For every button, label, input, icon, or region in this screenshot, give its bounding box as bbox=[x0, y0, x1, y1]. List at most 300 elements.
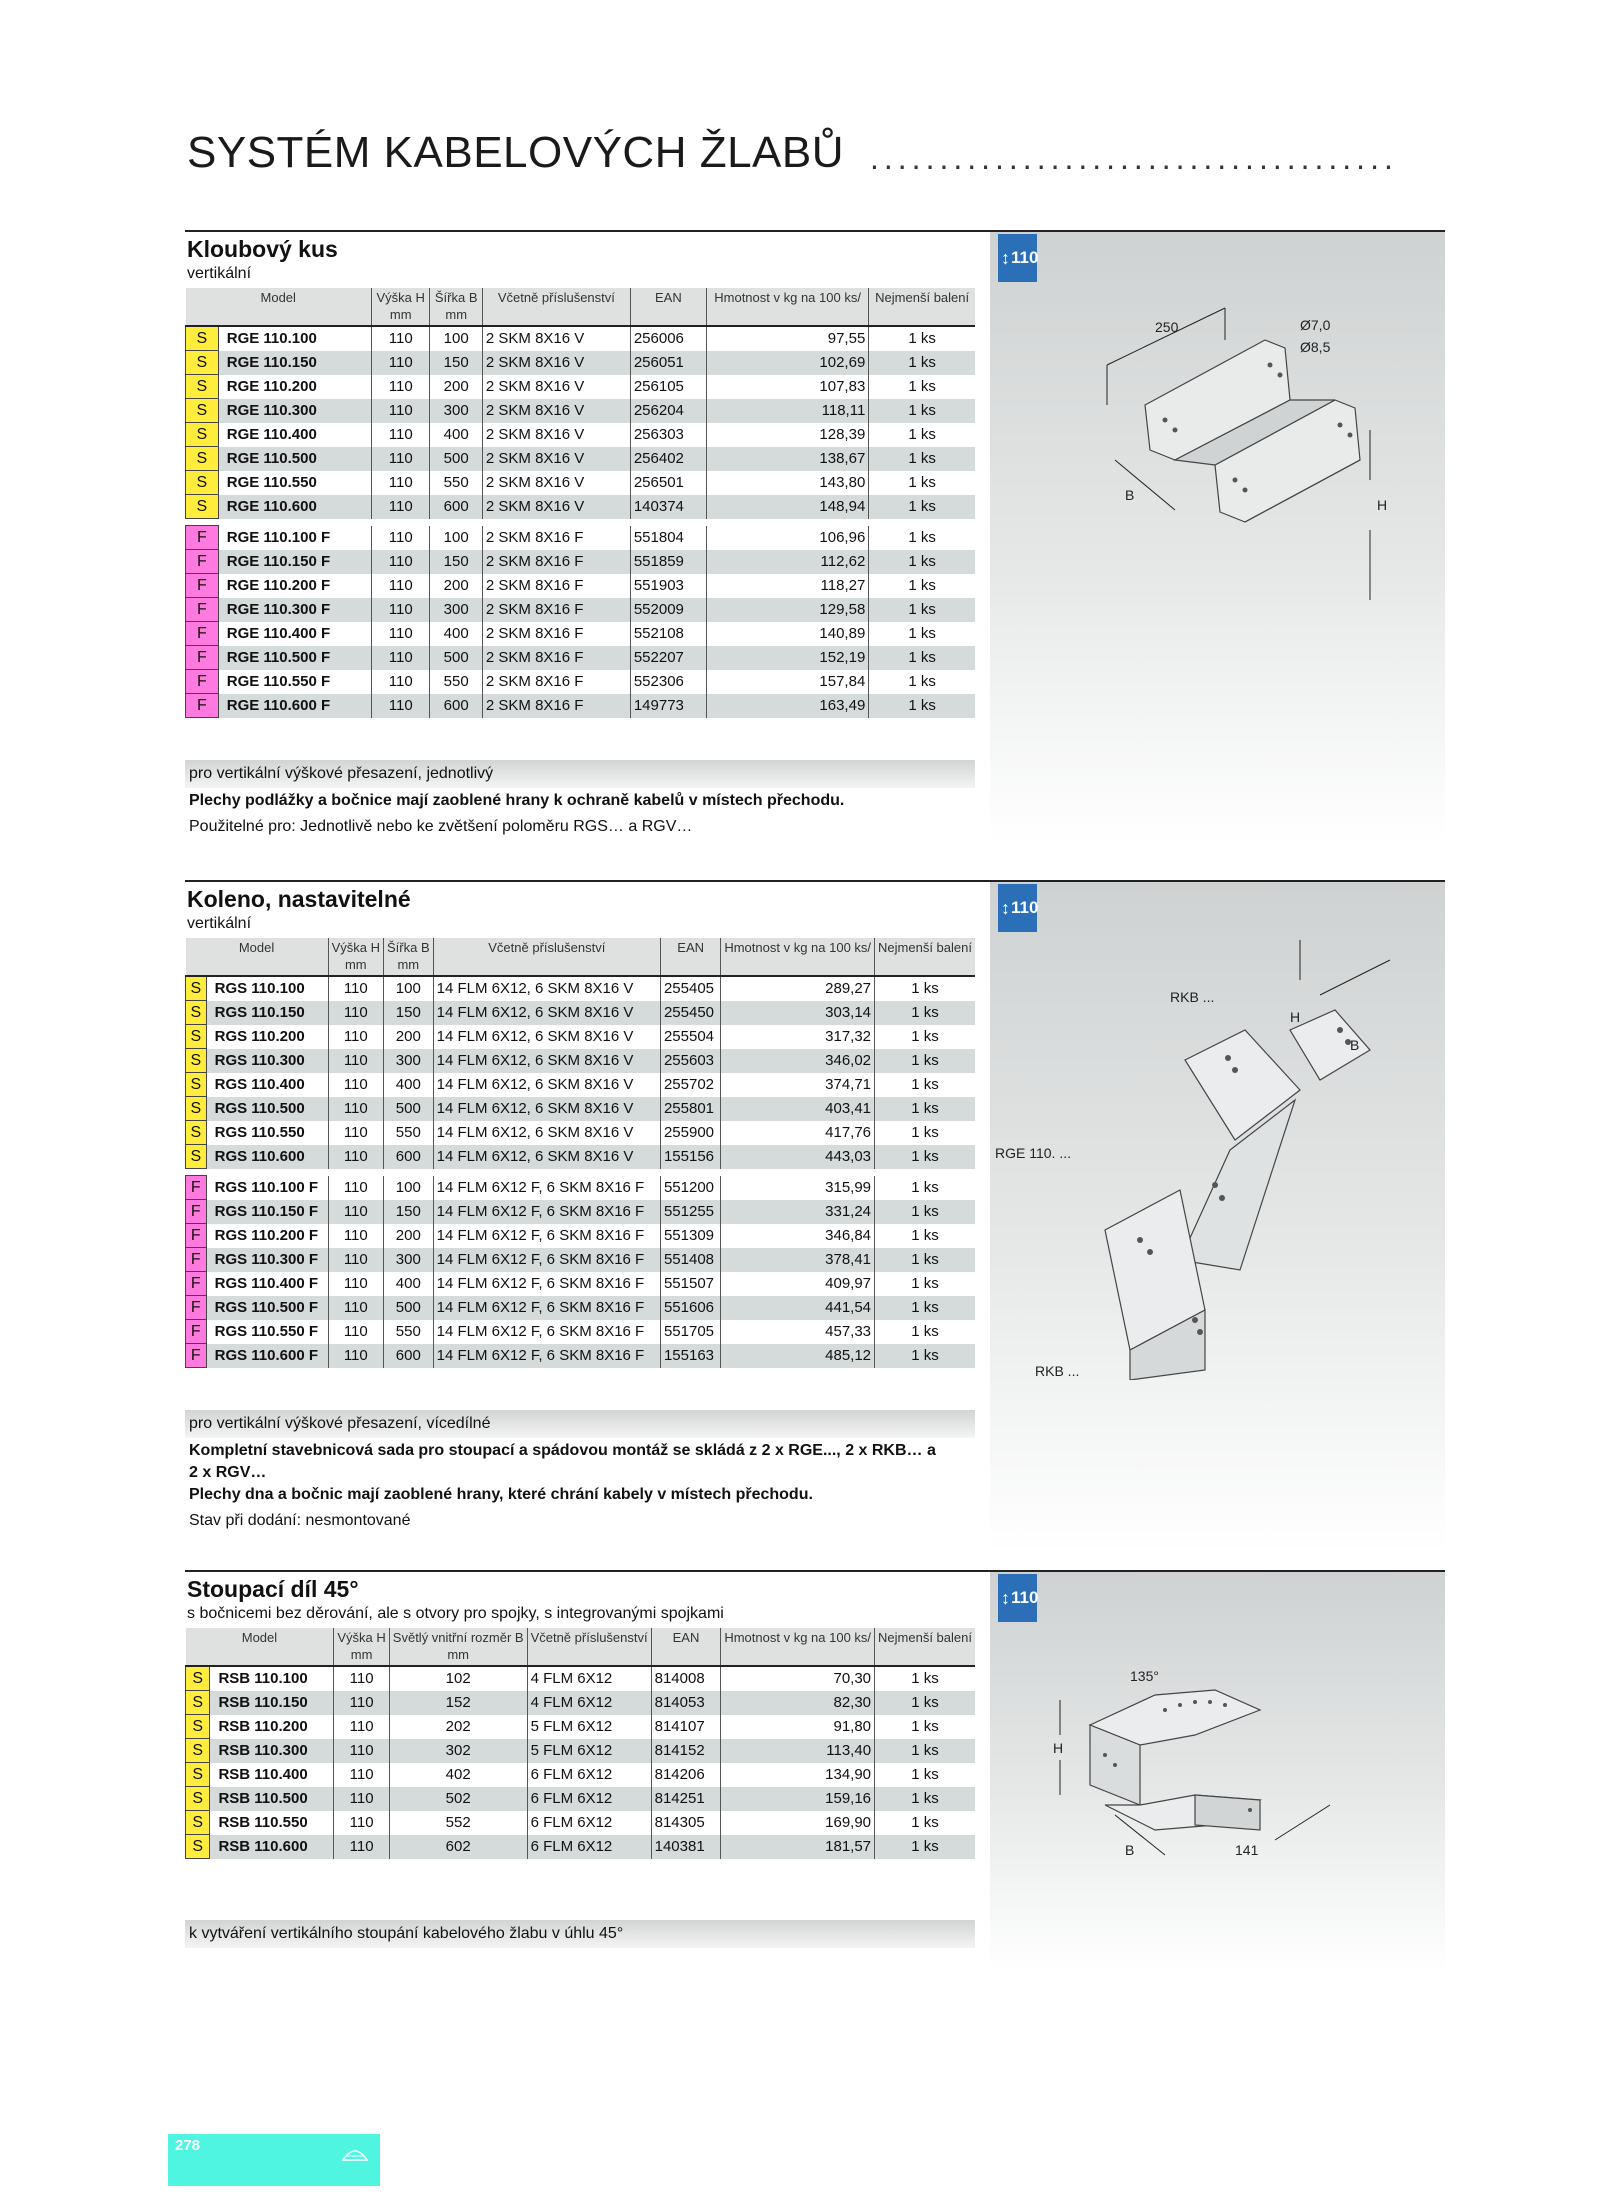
unit-label: mm bbox=[389, 1645, 527, 1666]
width-value: 550 bbox=[430, 471, 482, 495]
width-value: 100 bbox=[384, 976, 434, 1001]
min-package: 1 ks bbox=[869, 399, 975, 423]
min-package: 1 ks bbox=[875, 1272, 975, 1296]
weight-value: 346,02 bbox=[721, 1049, 875, 1073]
note-bold-2: Plechy dna a bočnic mají zaoblené hrany, které chrání kabely v místech přechodu. bbox=[189, 1486, 813, 1503]
dim-length: 250 bbox=[1155, 319, 1179, 335]
width-value: 202 bbox=[389, 1715, 527, 1739]
table-row bbox=[186, 670, 976, 694]
model-name: RGS 110.200 bbox=[214, 1027, 305, 1045]
min-package: 1 ks bbox=[869, 351, 975, 375]
accessories: 2 SKM 8X16 V bbox=[482, 495, 630, 519]
model-name: RGS 110.300 F bbox=[206, 1248, 328, 1272]
column-header: Model bbox=[186, 1628, 334, 1645]
min-package: 1 ks bbox=[875, 1097, 975, 1121]
table-row bbox=[186, 471, 976, 495]
accessories: 14 FLM 6X12 F, 6 SKM 8X16 F bbox=[433, 1344, 660, 1368]
ean-code: 814053 bbox=[651, 1691, 721, 1715]
weight-value: 97,55 bbox=[706, 326, 868, 351]
width-value: 300 bbox=[430, 598, 482, 622]
width-value: 300 bbox=[384, 1248, 434, 1272]
label-rkb-top: RKB ... bbox=[1170, 989, 1215, 1005]
width-value: 550 bbox=[430, 670, 482, 694]
finish-code: S bbox=[186, 1097, 207, 1121]
weight-value: 134,90 bbox=[721, 1763, 875, 1787]
table-row bbox=[186, 598, 976, 622]
finish-code: S bbox=[186, 1001, 207, 1025]
column-header: Nejmenší balení bbox=[875, 938, 975, 955]
dim-height: H bbox=[1290, 1009, 1301, 1025]
model-name: RGE 110.100 F bbox=[226, 528, 331, 546]
note-bold: Plechy podlážky a bočnice mají zaoblené hrany k ochraně kabelů v místech přechodu. bbox=[189, 792, 845, 809]
height-value: 110 bbox=[371, 423, 430, 447]
model-name: RSB 110.500 bbox=[210, 1787, 334, 1811]
ean-code: 551859 bbox=[630, 550, 706, 574]
weight-value: 106,96 bbox=[706, 526, 868, 550]
width-value: 100 bbox=[430, 326, 482, 351]
weight-value: 91,80 bbox=[721, 1715, 875, 1739]
weight-value: 152,19 bbox=[706, 646, 868, 670]
width-value: 100 bbox=[430, 526, 482, 550]
finish-code: S bbox=[186, 1811, 210, 1835]
height-value: 110 bbox=[334, 1715, 389, 1739]
section-kloubovy-kus bbox=[185, 230, 1445, 850]
table-row bbox=[186, 1176, 976, 1200]
ean-code: 551606 bbox=[660, 1296, 720, 1320]
model-name: RGS 110.400 F bbox=[214, 1274, 319, 1292]
width-value: 550 bbox=[384, 1121, 434, 1145]
model-name: RSB 110.550 bbox=[218, 1813, 308, 1831]
min-package: 1 ks bbox=[869, 550, 975, 574]
table-row bbox=[186, 1666, 976, 1691]
model-name: RGE 110.600 bbox=[218, 495, 371, 519]
ean-code: 255702 bbox=[660, 1073, 720, 1097]
model-name: RGE 110.200 F bbox=[226, 576, 331, 594]
accessories: 2 SKM 8X16 V bbox=[482, 447, 630, 471]
ean-code: 255900 bbox=[660, 1121, 720, 1145]
finish-code: F bbox=[186, 598, 219, 622]
note-usage: Použitelné pro: Jednotlivě nebo ke zvětšení poloměru RGS… a RGV… bbox=[189, 818, 693, 835]
table-row bbox=[186, 1145, 976, 1169]
column-header: Výška H bbox=[371, 288, 430, 305]
min-package: 1 ks bbox=[875, 1176, 975, 1200]
height-arrow-icon: ↕ bbox=[1001, 1588, 1010, 1608]
min-package: 1 ks bbox=[875, 1320, 975, 1344]
ean-code: 255504 bbox=[660, 1025, 720, 1049]
column-header: Model bbox=[186, 288, 372, 305]
finish-code: S bbox=[186, 471, 219, 495]
height-value: 110 bbox=[334, 1739, 389, 1763]
weight-value: 441,54 bbox=[721, 1296, 875, 1320]
dim-width: B bbox=[1125, 487, 1135, 503]
table-row bbox=[186, 550, 976, 574]
height-value: 110 bbox=[334, 1666, 389, 1691]
model-name: RGE 110.400 bbox=[226, 425, 317, 443]
width-value: 152 bbox=[389, 1691, 527, 1715]
table-row bbox=[186, 1691, 976, 1715]
height-value: 110 bbox=[371, 375, 430, 399]
finish-code: S bbox=[186, 399, 219, 423]
weight-value: 70,30 bbox=[721, 1666, 875, 1691]
min-package: 1 ks bbox=[875, 1121, 975, 1145]
accessories: 6 FLM 6X12 bbox=[527, 1787, 651, 1811]
model-name: RSB 110.600 bbox=[210, 1835, 334, 1859]
min-package: 1 ks bbox=[869, 526, 975, 550]
weight-value: 374,71 bbox=[721, 1073, 875, 1097]
width-value: 502 bbox=[389, 1787, 527, 1811]
height-value: 110 bbox=[334, 1691, 389, 1715]
ean-code: 814152 bbox=[651, 1739, 721, 1763]
height-value: 110 bbox=[328, 1272, 383, 1296]
height-value: 110 bbox=[328, 1025, 383, 1049]
table-row bbox=[186, 1097, 976, 1121]
column-header: EAN bbox=[651, 1628, 721, 1645]
finish-code: S bbox=[186, 447, 219, 471]
weight-value: 107,83 bbox=[706, 375, 868, 399]
weight-value: 403,41 bbox=[721, 1097, 875, 1121]
ean-code: 256051 bbox=[630, 351, 706, 375]
ean-code: 256501 bbox=[630, 471, 706, 495]
ean-code: 255405 bbox=[660, 976, 720, 1001]
table-row bbox=[186, 1763, 976, 1787]
ean-code: 255801 bbox=[660, 1097, 720, 1121]
table-row bbox=[186, 351, 976, 375]
table-row bbox=[186, 1320, 976, 1344]
ean-code: 552009 bbox=[630, 598, 706, 622]
unit-label: mm bbox=[384, 955, 434, 976]
table-row bbox=[186, 1811, 976, 1835]
width-value: 400 bbox=[384, 1073, 434, 1097]
min-package: 1 ks bbox=[869, 622, 975, 646]
ean-code: 814206 bbox=[651, 1763, 721, 1787]
finish-code: F bbox=[186, 622, 219, 646]
brand-logo-icon bbox=[340, 2140, 370, 2166]
label-rkb-bottom: RKB ... bbox=[1035, 1363, 1080, 1379]
model-name: RGE 110.300 F bbox=[218, 598, 371, 622]
column-header: Včetně příslušenství bbox=[482, 288, 630, 305]
min-package: 1 ks bbox=[875, 1049, 975, 1073]
weight-value: 143,80 bbox=[706, 471, 868, 495]
model-name: RGE 110.100 bbox=[226, 329, 317, 347]
weight-value: 148,94 bbox=[706, 495, 868, 519]
accessories: 14 FLM 6X12, 6 SKM 8X16 V bbox=[433, 976, 660, 1001]
width-value: 400 bbox=[430, 622, 482, 646]
model-name: RGE 110.550 bbox=[226, 473, 317, 491]
accessories: 4 FLM 6X12 bbox=[527, 1691, 651, 1715]
accessories: 14 FLM 6X12, 6 SKM 8X16 V bbox=[433, 1097, 660, 1121]
accessories: 2 SKM 8X16 F bbox=[482, 550, 630, 574]
kloubovy-kus-drawing bbox=[1055, 290, 1415, 600]
width-value: 500 bbox=[384, 1097, 434, 1121]
finish-code: F bbox=[186, 1320, 207, 1344]
table-row bbox=[186, 1200, 976, 1224]
section-subtitle: s bočnicemi bez děrování, ale s otvory pro spojky, s integrovanými spojkami bbox=[187, 1605, 724, 1622]
table-row bbox=[186, 1049, 976, 1073]
width-value: 102 bbox=[389, 1666, 527, 1691]
model-name: RGS 110.600 bbox=[206, 1145, 328, 1169]
model-name: RSB 110.300 bbox=[210, 1739, 334, 1763]
dim-hole-small: Ø7,0 bbox=[1300, 317, 1331, 333]
accessories: 6 FLM 6X12 bbox=[527, 1763, 651, 1787]
accessories: 14 FLM 6X12 F, 6 SKM 8X16 F bbox=[433, 1200, 660, 1224]
column-header: Výška H bbox=[328, 938, 383, 955]
product-table bbox=[185, 288, 975, 718]
accessories: 2 SKM 8X16 V bbox=[482, 351, 630, 375]
height-value: 110 bbox=[328, 1200, 383, 1224]
model-name: RGS 110.150 bbox=[206, 1001, 328, 1025]
width-value: 300 bbox=[384, 1049, 434, 1073]
accessories: 2 SKM 8X16 F bbox=[482, 694, 630, 718]
accessories: 2 SKM 8X16 V bbox=[482, 326, 630, 351]
height-value: 110 bbox=[371, 351, 430, 375]
weight-value: 102,69 bbox=[706, 351, 868, 375]
accessories: 5 FLM 6X12 bbox=[527, 1715, 651, 1739]
accessories: 14 FLM 6X12 F, 6 SKM 8X16 F bbox=[433, 1296, 660, 1320]
width-value: 150 bbox=[384, 1001, 434, 1025]
finish-code: S bbox=[186, 326, 219, 351]
model-name: RSB 110.100 bbox=[218, 1669, 308, 1687]
accessories: 2 SKM 8X16 F bbox=[482, 622, 630, 646]
width-value: 552 bbox=[389, 1811, 527, 1835]
table-row bbox=[186, 1001, 976, 1025]
model-name: RGS 110.600 F bbox=[206, 1344, 328, 1368]
finish-code: F bbox=[186, 646, 219, 670]
height-value: 110 bbox=[328, 1320, 383, 1344]
weight-value: 163,49 bbox=[706, 694, 868, 718]
weight-value: 118,27 bbox=[706, 574, 868, 598]
ean-code: 155156 bbox=[660, 1145, 720, 1169]
width-value: 500 bbox=[384, 1296, 434, 1320]
min-package: 1 ks bbox=[875, 1787, 975, 1811]
note-bold: Kompletní stavebnicová sada pro stoupací a spádovou montáž se skládá z 2 x RGE..., 2 x RKB… a 2 x RGV… bbox=[189, 1442, 936, 1481]
finish-code: S bbox=[186, 1763, 210, 1787]
height-value: 110 bbox=[371, 598, 430, 622]
section-subtitle: vertikální bbox=[187, 915, 252, 932]
accessories: 14 FLM 6X12 F, 6 SKM 8X16 F bbox=[433, 1224, 660, 1248]
column-header: EAN bbox=[630, 288, 706, 305]
finish-code: S bbox=[186, 1835, 210, 1859]
product-table bbox=[185, 1628, 975, 1859]
model-name: RGS 110.100 F bbox=[214, 1178, 319, 1196]
model-name: RGS 110.500 bbox=[206, 1097, 328, 1121]
dim-width: B bbox=[1125, 1842, 1135, 1858]
weight-value: 118,11 bbox=[706, 399, 868, 423]
finish-code: S bbox=[186, 1715, 210, 1739]
table-row bbox=[186, 622, 976, 646]
finish-code: S bbox=[186, 423, 219, 447]
width-value: 200 bbox=[384, 1224, 434, 1248]
table-row bbox=[186, 423, 976, 447]
min-package: 1 ks bbox=[875, 1763, 975, 1787]
min-package: 1 ks bbox=[875, 1835, 975, 1859]
width-value: 600 bbox=[384, 1145, 434, 1169]
height-arrow-icon: ↕ bbox=[1001, 248, 1010, 268]
weight-value: 315,99 bbox=[721, 1176, 875, 1200]
finish-code: F bbox=[186, 1272, 207, 1296]
model-name: RGS 110.500 F bbox=[206, 1296, 328, 1320]
unit-label: mm bbox=[328, 955, 383, 976]
model-name: RGS 110.550 bbox=[214, 1123, 305, 1141]
table-row bbox=[186, 495, 976, 519]
ean-code: 814305 bbox=[651, 1811, 721, 1835]
finish-code: S bbox=[186, 1073, 207, 1097]
koleno-drawing bbox=[990, 940, 1445, 1380]
ean-code: 256402 bbox=[630, 447, 706, 471]
weight-value: 443,03 bbox=[721, 1145, 875, 1169]
height-value: 110 bbox=[334, 1763, 389, 1787]
section-stoupaci-dil bbox=[185, 1570, 1445, 1990]
height-value: 110 bbox=[328, 1176, 383, 1200]
column-header: Nejmenší balení bbox=[869, 288, 975, 305]
min-package: 1 ks bbox=[875, 1691, 975, 1715]
height-value: 110 bbox=[371, 646, 430, 670]
min-package: 1 ks bbox=[875, 1715, 975, 1739]
finish-code: F bbox=[186, 694, 219, 718]
ean-code: 149773 bbox=[630, 694, 706, 718]
usage-bar: k vytváření vertikálního stoupání kabelového žlabu v úhlu 45° bbox=[185, 1920, 975, 1948]
weight-value: 138,67 bbox=[706, 447, 868, 471]
section-title: Kloubový kus bbox=[187, 236, 338, 262]
accessories: 2 SKM 8X16 F bbox=[482, 574, 630, 598]
finish-code: S bbox=[186, 1666, 210, 1691]
weight-value: 378,41 bbox=[721, 1248, 875, 1272]
finish-code: F bbox=[186, 1248, 207, 1272]
weight-value: 129,58 bbox=[706, 598, 868, 622]
width-value: 602 bbox=[389, 1835, 527, 1859]
accessories: 14 FLM 6X12 F, 6 SKM 8X16 F bbox=[433, 1248, 660, 1272]
column-header: Hmotnost v kg na 100 ks/ bbox=[721, 938, 875, 955]
ean-code: 551309 bbox=[660, 1224, 720, 1248]
finish-code: F bbox=[186, 1224, 207, 1248]
height-value: 110 bbox=[328, 1001, 383, 1025]
height-value: 110 bbox=[371, 471, 430, 495]
height-value: 110 bbox=[371, 622, 430, 646]
width-value: 150 bbox=[384, 1200, 434, 1224]
accessories: 6 FLM 6X12 bbox=[527, 1811, 651, 1835]
width-value: 200 bbox=[430, 574, 482, 598]
dim-width: B bbox=[1350, 1037, 1360, 1053]
column-header: Včetně příslušenství bbox=[433, 938, 660, 955]
note-delivery: Stav při dodání: nesmontované bbox=[189, 1512, 411, 1529]
weight-value: 409,97 bbox=[721, 1272, 875, 1296]
finish-code: S bbox=[186, 375, 219, 399]
section-title: Stoupací díl 45° bbox=[187, 1576, 359, 1602]
accessories: 14 FLM 6X12 F, 6 SKM 8X16 F bbox=[433, 1176, 660, 1200]
height-value: 110 bbox=[371, 526, 430, 550]
column-header: Šířka B bbox=[384, 938, 434, 955]
ean-code: 814107 bbox=[651, 1715, 721, 1739]
height-value: 110 bbox=[328, 1145, 383, 1169]
width-value: 500 bbox=[430, 447, 482, 471]
height-badge: ↕ 110 bbox=[998, 1574, 1037, 1622]
table-row bbox=[186, 399, 976, 423]
min-package: 1 ks bbox=[875, 1224, 975, 1248]
model-name: RGS 110.550 F bbox=[214, 1322, 319, 1340]
table-row bbox=[186, 1787, 976, 1811]
column-header: Nejmenší balení bbox=[875, 1628, 975, 1645]
weight-value: 140,89 bbox=[706, 622, 868, 646]
height-value: 110 bbox=[328, 1121, 383, 1145]
ean-code: 551507 bbox=[660, 1272, 720, 1296]
table-row bbox=[186, 375, 976, 399]
dim-length: 141 bbox=[1235, 1842, 1259, 1858]
height-value: 110 bbox=[334, 1787, 389, 1811]
accessories: 2 SKM 8X16 F bbox=[482, 670, 630, 694]
finish-code: S bbox=[186, 1739, 210, 1763]
product-table bbox=[185, 938, 975, 1368]
ean-code: 256105 bbox=[630, 375, 706, 399]
ean-code: 814008 bbox=[651, 1666, 721, 1691]
model-name: RGE 110.150 F bbox=[218, 550, 371, 574]
table-row bbox=[186, 1121, 976, 1145]
ean-code: 255450 bbox=[660, 1001, 720, 1025]
finish-code: S bbox=[186, 1145, 207, 1169]
height-value: 110 bbox=[371, 399, 430, 423]
width-value: 550 bbox=[384, 1320, 434, 1344]
model-name: RGS 110.100 bbox=[214, 979, 305, 997]
stoupaci-dil-drawing bbox=[1045, 1655, 1365, 1865]
min-package: 1 ks bbox=[869, 326, 975, 351]
finish-code: S bbox=[186, 1025, 207, 1049]
min-package: 1 ks bbox=[875, 1073, 975, 1097]
ean-code: 140381 bbox=[651, 1835, 721, 1859]
min-package: 1 ks bbox=[869, 670, 975, 694]
min-package: 1 ks bbox=[869, 375, 975, 399]
unit-label: mm bbox=[334, 1645, 389, 1666]
width-value: 302 bbox=[389, 1739, 527, 1763]
ean-code: 255603 bbox=[660, 1049, 720, 1073]
model-name: RGS 110.300 bbox=[206, 1049, 328, 1073]
ean-code: 256204 bbox=[630, 399, 706, 423]
min-package: 1 ks bbox=[875, 1739, 975, 1763]
ean-code: 256006 bbox=[630, 326, 706, 351]
section-subtitle: vertikální bbox=[187, 265, 252, 282]
table-row bbox=[186, 1835, 976, 1859]
table-row bbox=[186, 1073, 976, 1097]
model-name: RGS 110.200 F bbox=[214, 1226, 319, 1244]
height-value: 110 bbox=[328, 1097, 383, 1121]
accessories: 14 FLM 6X12, 6 SKM 8X16 V bbox=[433, 1121, 660, 1145]
weight-value: 417,76 bbox=[721, 1121, 875, 1145]
page-number: 278 bbox=[175, 2137, 201, 2154]
height-value: 110 bbox=[371, 326, 430, 351]
min-package: 1 ks bbox=[875, 1296, 975, 1320]
usage-bar: pro vertikální výškové přesazení, vícedílné bbox=[185, 1410, 975, 1438]
min-package: 1 ks bbox=[875, 1248, 975, 1272]
width-value: 400 bbox=[384, 1272, 434, 1296]
width-value: 500 bbox=[430, 646, 482, 670]
ean-code: 256303 bbox=[630, 423, 706, 447]
height-value: 110 bbox=[334, 1811, 389, 1835]
finish-code: F bbox=[186, 670, 219, 694]
height-value: 110 bbox=[371, 670, 430, 694]
height-arrow-icon: ↕ bbox=[1001, 898, 1010, 918]
ean-code: 551200 bbox=[660, 1176, 720, 1200]
accessories: 14 FLM 6X12, 6 SKM 8X16 V bbox=[433, 1001, 660, 1025]
dim-angle: 135° bbox=[1130, 1668, 1159, 1684]
accessories: 14 FLM 6X12, 6 SKM 8X16 V bbox=[433, 1073, 660, 1097]
accessories: 4 FLM 6X12 bbox=[527, 1666, 651, 1691]
model-name: RGE 110.500 F bbox=[218, 646, 371, 670]
unit-label: mm bbox=[430, 305, 482, 326]
column-header: EAN bbox=[660, 938, 720, 955]
min-package: 1 ks bbox=[869, 495, 975, 519]
finish-code: S bbox=[186, 1121, 207, 1145]
min-package: 1 ks bbox=[875, 1666, 975, 1691]
accessories: 14 FLM 6X12, 6 SKM 8X16 V bbox=[433, 1145, 660, 1169]
width-value: 200 bbox=[430, 375, 482, 399]
finish-code: S bbox=[186, 976, 207, 1001]
